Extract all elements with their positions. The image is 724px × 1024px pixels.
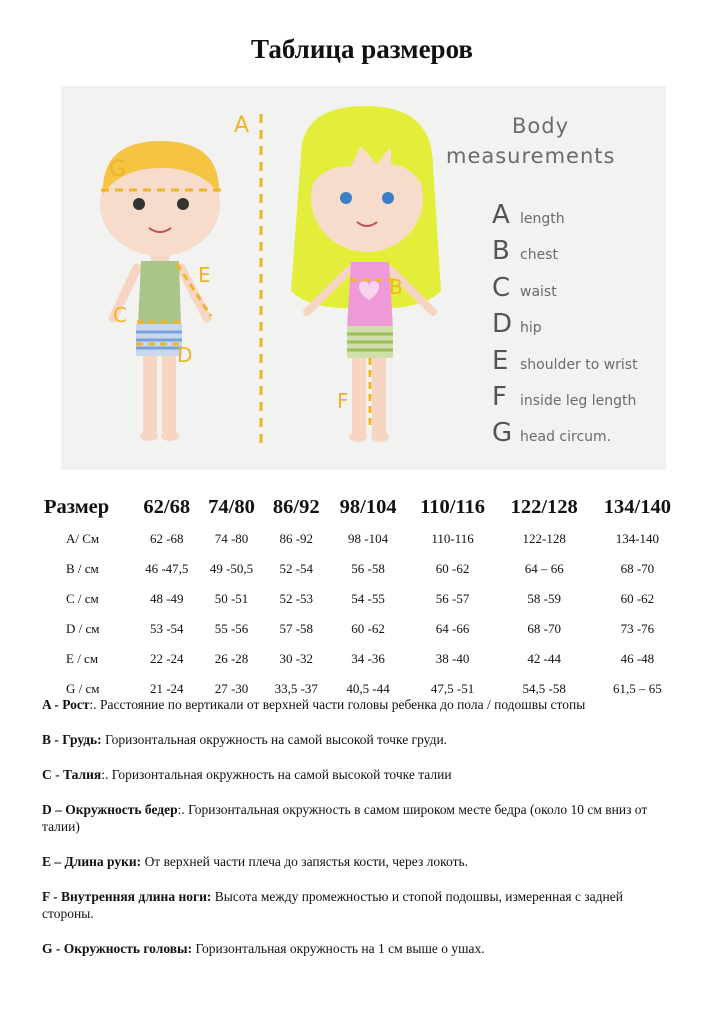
label-g: G	[109, 157, 127, 182]
size-value-cell: 68 -70	[527, 621, 561, 636]
size-value-cell: 62 -68	[149, 531, 184, 546]
label-e: E	[198, 263, 211, 287]
body-measurements-illustration	[61, 86, 666, 470]
note-term: E – Длина руки:	[42, 854, 142, 869]
size-value-cell: 27 -30	[214, 681, 249, 696]
legend-item	[492, 236, 638, 272]
size-value-cell: 53 -54	[149, 621, 184, 636]
legend-letter: F	[492, 381, 507, 412]
note-length	[42, 696, 672, 713]
row-label-cell: B / см	[66, 561, 99, 576]
size-value-cell: 64 -66	[435, 621, 470, 636]
legend-letter: D	[492, 309, 513, 340]
note-term: B - Грудь:	[42, 732, 102, 747]
note-text: :. Горизонтальная окружность на самой высокой точке талии	[101, 767, 452, 782]
size-value-cell: 55 -56	[214, 621, 249, 636]
legend-item	[492, 346, 638, 382]
size-value-cell: 52 -53	[279, 591, 314, 606]
header-cell: 62/68	[143, 495, 191, 518]
legend-letter: B	[492, 236, 510, 267]
note-term: D – Окружность бедер	[42, 802, 178, 817]
size-value-cell: 49 -50,5	[209, 561, 254, 576]
size-value-cell: 38 -40	[435, 651, 470, 666]
size-value-cell: 86 -92	[279, 531, 314, 546]
note-term: C - Талия	[42, 767, 102, 782]
size-table-row	[44, 554, 684, 584]
size-value-cell: 54,5 -58	[522, 681, 566, 696]
size-value-cell: 21 -24	[149, 681, 184, 696]
size-value-cell: 134-140	[615, 531, 660, 546]
size-value-cell: 60 -62	[351, 621, 385, 636]
label-a: A	[234, 113, 250, 138]
note-text: :. Горизонтальная окружность в самом широком месте бедра (около 10 см вниз от талии)	[42, 802, 648, 834]
header-cell: 134/140	[603, 495, 671, 518]
size-value-cell: 48 -49	[149, 591, 184, 606]
size-value-cell: 74 -80	[214, 531, 249, 546]
header-cell: 110/116	[420, 495, 486, 518]
label-b: B	[389, 275, 403, 299]
legend-text: inside leg length	[520, 392, 637, 409]
size-table-row	[44, 584, 684, 614]
row-label-cell: C / см	[66, 591, 99, 606]
legend-item	[492, 382, 638, 418]
note-chest	[42, 731, 672, 748]
size-value-cell: 68 -70	[620, 561, 655, 576]
note-text: От верхней части плеча до запястья кости, через локоть.	[141, 854, 469, 869]
note-term: F - Внутренняя длина ноги:	[42, 889, 212, 904]
legend-text: shoulder to wrist	[520, 356, 638, 373]
note-text: Горизонтальная окружность на самой высокой точке груди.	[101, 732, 448, 747]
size-value-cell: 54 -55	[351, 591, 385, 606]
note-text: :. Расстояние по вертикали от верхней части головы ребенка до пола / подошвы стопы	[89, 697, 586, 712]
note-term: A - Рост	[42, 697, 90, 712]
row-label-cell: D / см	[66, 621, 100, 636]
size-value-cell: 60 -62	[435, 561, 470, 576]
size-value-cell: 46 -47,5	[145, 561, 189, 576]
size-value-cell: 42 -44	[527, 651, 561, 666]
note-head	[42, 940, 672, 957]
note-arm	[42, 853, 672, 870]
note-text: Горизонтальная окружность на 1 см выше о ушах.	[192, 941, 485, 956]
size-value-cell: 61,5 – 65	[613, 681, 662, 696]
size-value-cell: 33,5 -37	[274, 681, 318, 696]
size-table-row	[44, 524, 684, 554]
size-value-cell: 52 -54	[279, 561, 314, 576]
girl-figure	[291, 106, 441, 442]
size-value-cell: 47,5 -51	[430, 681, 475, 696]
legend-text: head circum.	[520, 429, 612, 446]
note-text: Высота между промежностью и стопой подошвы, измеренная с задней стороны.	[42, 889, 623, 921]
size-value-cell: 30 -32	[279, 651, 314, 666]
header-cell: 98/104	[339, 495, 397, 518]
boy-figure	[100, 141, 221, 441]
note-waist	[42, 766, 672, 783]
label-d: D	[177, 343, 193, 367]
size-value-cell: 57 -58	[279, 621, 314, 636]
row-label-cell: E / см	[66, 651, 99, 666]
size-value-cell: 34 -36	[351, 651, 385, 666]
size-value-cell: 58 -59	[527, 591, 561, 606]
legend-item	[492, 418, 638, 454]
legend-text: hip	[520, 320, 542, 337]
size-value-cell: 110-116	[431, 531, 474, 546]
note-hip	[42, 801, 672, 835]
legend-item	[492, 200, 638, 236]
header-cell: 74/80	[208, 495, 255, 518]
size-value-cell: 98 -104	[348, 531, 389, 546]
legend-letter: E	[492, 345, 509, 376]
page-title: Таблица размеров	[251, 34, 473, 64]
size-value-cell: 22 -24	[149, 651, 184, 666]
legend-item	[492, 273, 638, 309]
size-value-cell: 64 – 66	[524, 561, 564, 576]
size-value-cell: 40,5 -44	[346, 681, 390, 696]
header-cell: Размер	[44, 495, 110, 518]
size-value-cell: 73 -76	[620, 621, 655, 636]
measurement-notes	[42, 696, 672, 975]
size-table-header	[44, 490, 684, 524]
row-label-cell: A/ См	[66, 531, 100, 546]
legend-letter: A	[492, 200, 510, 230]
header-cell: 86/92	[272, 495, 320, 518]
size-value-cell: 50 -51	[214, 591, 249, 606]
size-table-row	[44, 614, 684, 644]
legend-text: chest	[520, 247, 558, 264]
size-value-cell: 122-128	[522, 531, 566, 546]
note-inside-leg	[42, 888, 672, 922]
size-value-cell: 26 -28	[214, 651, 249, 666]
row-label-cell: G / см	[66, 681, 100, 696]
size-table-row	[44, 644, 684, 674]
size-value-cell: 56 -58	[351, 561, 385, 576]
legend-letter: C	[492, 272, 511, 303]
legend-text: length	[520, 211, 565, 227]
label-f: F	[337, 389, 349, 413]
label-c: C	[113, 303, 127, 327]
size-value-cell: 60 -62	[620, 591, 655, 606]
legend-letter: G	[492, 418, 513, 449]
illustration-heading-line1: Body	[512, 114, 570, 138]
illustration-heading-line2: measurements	[446, 144, 616, 168]
size-value-cell: 56 -57	[435, 591, 470, 606]
legend-text: waist	[520, 283, 557, 300]
measurement-legend	[492, 200, 638, 455]
size-table	[44, 490, 684, 704]
legend-item	[492, 309, 638, 345]
note-term: G - Окружность головы:	[42, 941, 193, 956]
header-cell: 122/128	[510, 495, 578, 518]
size-value-cell: 46 -48	[620, 651, 655, 666]
